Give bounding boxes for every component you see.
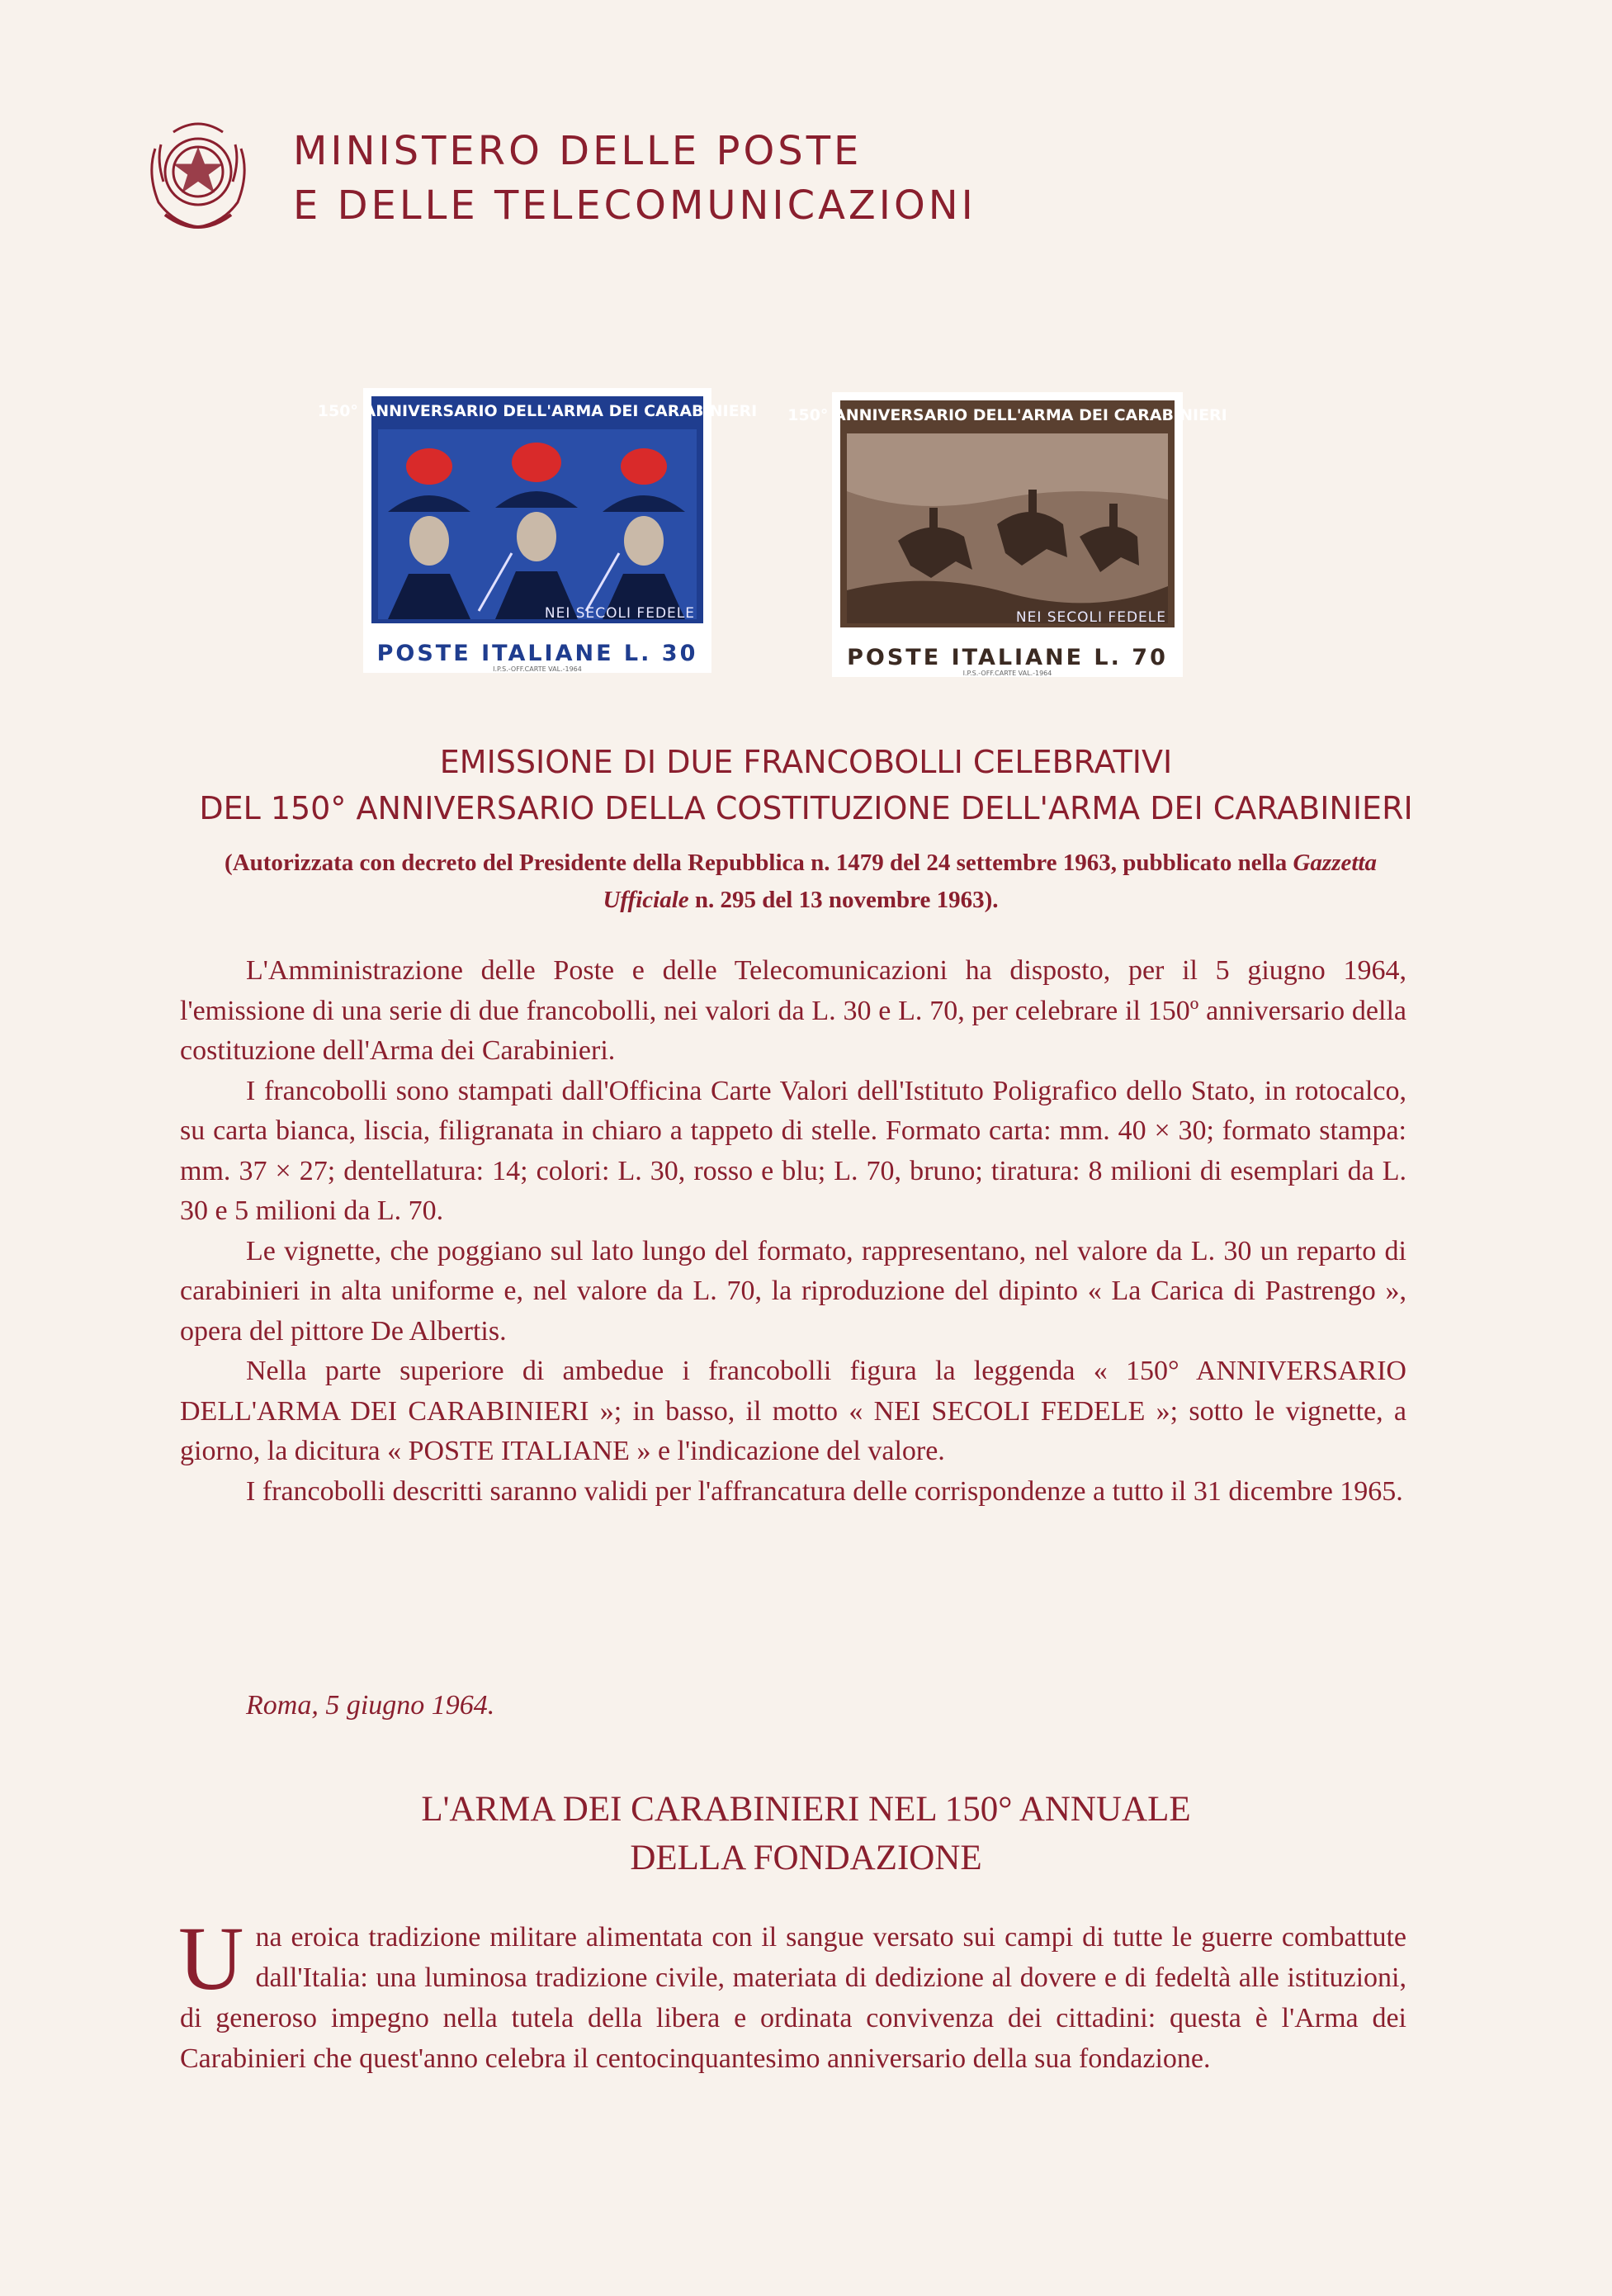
ministry-header: [293, 124, 976, 233]
body-paragraph: Nella parte superiore di ambedue i francobolli figura la leggenda « 150° ANNIVERSARIO DELL'ARMA DEI CARABINIERI »; in basso, il motto « NEI SECOLI FEDELE »; sotto le vignette, a giorno, la dicitura « POSTE ITALIANE » e l'indicazione del valore.: [180, 1356, 1406, 1466]
stamp-motto: NEI SECOLI FEDELE: [1015, 609, 1166, 626]
issue-title-line-2: DEL 150° ANNIVERSARIO DELLA COSTITUZIONE DELL'ARMA DEI CARABINIERI: [199, 790, 1413, 826]
stamp-l70: [787, 392, 1227, 677]
issue-title-line-1: EMISSIONE DI DUE FRANCOBOLLI CELEBRATIVI: [439, 744, 1173, 780]
stamp-l30: [317, 388, 758, 673]
stamp-banner: 150° ANNIVERSARIO DELL'ARMA DEI CARABINIERI: [840, 400, 1175, 430]
section2-text: [178, 1908, 1406, 2079]
section2-paragraph: na eroica tradizione militare alimentata con il sangue versato sui campi di tutte le guerre combattute dall'Italia: una luminosa tradizione civile, materiata di dedizione al dovere e di fedeltà alle istituzioni, di generoso impegno nella tutela della libera e ordinata convivenza dei cittadini: questa è l'Arma dei Carabinieri che quest'anno celebra il centocinquantesimo anniversario della sua fondazione.: [180, 1922, 1406, 2074]
body-paragraph: Le vignette, che poggiano sul lato lungo del formato, rappresentano, nel valore da L. 30 un reparto di carabinieri in alta uniforme e, nel valore da L. 70, la riproduzione del dipinto « La Carica di Pastrengo », opera del pittore De Albertis.: [180, 1235, 1406, 1347]
signature-date: Roma, 5 giugno 1964.: [246, 1690, 495, 1721]
ministry-line-1: MINISTERO DELLE POSTE: [293, 128, 863, 174]
stamp-printer: I.P.S.-OFF.CARTE VAL.-1964: [493, 665, 582, 673]
stamp-motto: NEI SECOLI FEDELE: [544, 605, 695, 622]
stamp-l70-vignette: [832, 392, 1183, 677]
body-text: [180, 951, 1406, 1512]
stamp-banner: 150° ANNIVERSARIO DELL'ARMA DEI CARABINIERI: [371, 396, 703, 426]
section2-title-line-1: L'ARMA DEI CARABINIERI NEL 150° ANNUALE: [421, 1790, 1191, 1829]
decree-part-2: n. 295 del 13 novembre 1963).: [688, 887, 999, 913]
decree-note: [182, 845, 1420, 919]
body-paragraph: I francobolli sono stampati dall'Officina Carte Valori dell'Istituto Poligrafico dello Stato, in rotocalco, su carta bianca, liscia, filigranata in chiaro a tappeto di stelle. Formato carta: mm. 40 × 30; formato stampa: mm. 37 × 27; dentellatura: 14; colori: L. 30, rosso e blu; L. 70, bruno; tiratura: 8 milioni di esemplari da L. 30 e 5 milioni da L. 70.: [180, 1075, 1406, 1226]
decree-part-1: (Autorizzata con decreto del Presidente della Repubblica n. 1479 del 24 settembre 1963, pubblicato nella: [225, 850, 1293, 876]
ministry-line-2: E DELLE TELECOMUNICAZIONI: [293, 182, 976, 229]
italian-republic-emblem-icon: [140, 116, 256, 239]
drop-cap: U: [178, 1908, 244, 2009]
stamp-value-label: POSTE ITALIANE L. 70: [847, 645, 1168, 670]
stamp-printer: I.P.S.-OFF.CARTE VAL.-1964: [962, 670, 1052, 677]
stamp-l30-vignette: [363, 388, 711, 673]
gazette-name: Gazzetta Ufficiale: [603, 850, 1377, 913]
body-paragraph: L'Amministrazione delle Poste e delle Telecomunicazioni ha disposto, per il 5 giugno 1964, l'emissione di una serie di due francobolli, nei valori da L. 30 e L. 70, per celebrare il 150º anniversario della costituzione dell'Arma dei Carabinieri.: [180, 955, 1406, 1066]
stamp-value-label: POSTE ITALIANE L. 30: [376, 641, 698, 666]
body-paragraph: I francobolli descritti saranno validi per l'affrancatura delle corrispondenze a tutto il 31 dicembre 1965.: [246, 1475, 1403, 1507]
section2-title-line-2: DELLA FONDAZIONE: [630, 1839, 982, 1877]
